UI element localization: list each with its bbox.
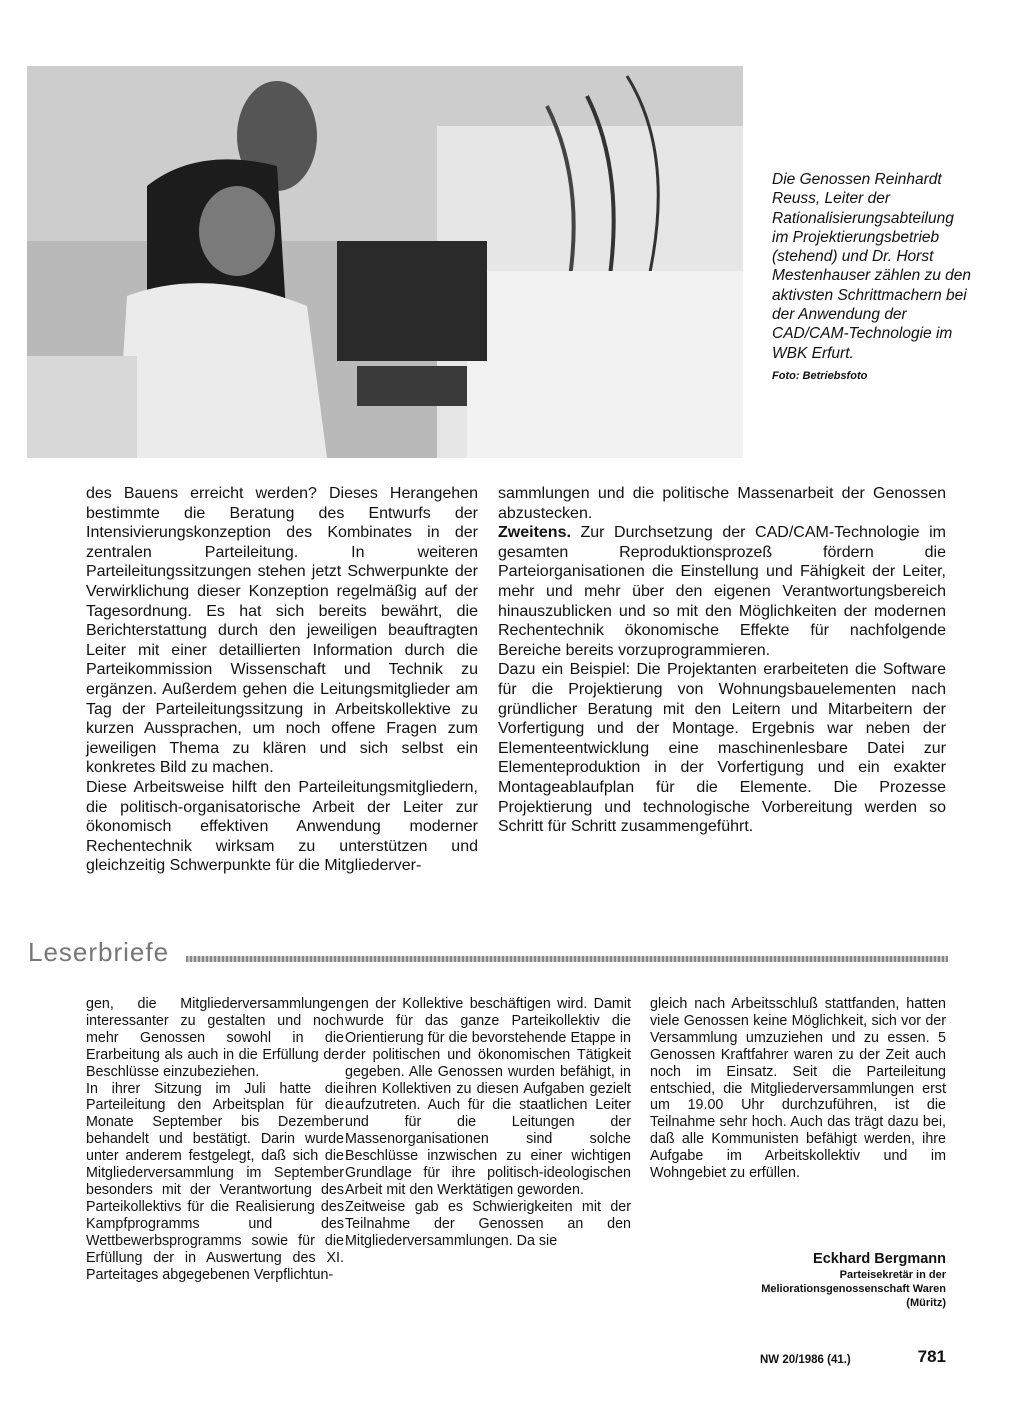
photo-credit: Foto: Betriebsfoto <box>772 369 868 382</box>
section-heading: Leserbriefe <box>28 937 170 967</box>
issue-label: NW 20/1986 (41.) <box>760 1354 851 1366</box>
article-photo <box>27 66 743 458</box>
section-divider <box>186 956 948 962</box>
author-role-line: (Müritz) <box>906 1297 946 1309</box>
author-role-line: Parteisekretär in der <box>839 1269 946 1281</box>
office-scene-illustration <box>27 66 743 458</box>
paragraph <box>498 523 946 660</box>
caption-text: Die Genossen Reinhardt Reuss, Leiter der Rationalisierungsabteilung im Projektierungsbetrieb (stehend) und Dr. Horst Mestenhauser zählen zu den aktivsten Schrittmachern bei der Anwendung der CAD/CAM-Technologie im WBK Erfurt. <box>772 171 972 362</box>
paragraph: Dazu ein Beispiel: Die Projektanten erarbeiteten die Software für die Projektierung von Wohnungsbauelementen nach gründlicher Beratung mit den Leitern und Mitarbeitern der Vorfertigung und der Montage. Ergebnis war neben der Elementeentwicklung eine maschinenlesbare Datei zur Elementeproduktion in der Vorfertigung und ein exakter Montageablaufplan für die Elemente. Die Prozesse Projektierung und technologische Vorbereitung werden so Schritt für Schritt zusammengeführt. <box>498 661 946 836</box>
paragraph: gleich nach Arbeitsschluß stattfanden, hatten viele Genossen keine Möglichkeit, sich vor der Versammlung umzuziehen und zu essen. 5 Genossen Kraftfahrer waren zu der Zeit auch noch im Einsatz. Seit die Parteileitung entschied, die Mitgliederversammlungen erst um 19.00 Uhr durchzuführen, ist die Teilnahme sehr hoch. Auch das trägt dazu bei, daß alle Kommunisten befähigt werden, ihre Aufgabe im Arbeitskollektiv und im Wohngebiet zu erfüllen. <box>650 996 946 1182</box>
lead-word: Zweitens. <box>498 524 571 542</box>
article-column-left <box>86 484 478 876</box>
paragraph: gen, die Mitgliederversammlungen interessanter zu gestalten und noch mehr Genossen sowohl in die Erarbeitung als auch in die Erfüllung der Beschlüsse einzubeziehen. <box>86 996 344 1080</box>
page-number: 781 <box>917 1347 946 1366</box>
author-role-line: Meliorationsgenossenschaft Waren <box>761 1283 946 1295</box>
paragraph: Diese Arbeitsweise hilft den Parteileitungsmitgliedern, die politisch-organisatorische Arbeit der Leiter zur ökonomisch effektiven Anwendung moderner Rechentechnik wirksam zu unterstützen und gleichzeitig Schwerpunkte für die Mitgliederver- <box>86 778 478 875</box>
letters-column-1 <box>86 996 344 1283</box>
author-name: Eckhard Bergmann <box>813 1251 946 1267</box>
paragraph: des Bauens erreicht werden? Dieses Herangehen bestimmte die Beratung des Entwurfs der Intensivierungskonzeption des Kombinates in der zentralen Parteileitung. In weiteren Parteileitungssitzungen stehen jetzt Schwerpunkte der Verwirklichung dieser Konzeption regelmäßig auf der Tagesordnung. Es hat sich bereits bewährt, die Berichterstattung durch den jeweiligen beauftragten Leiter mit einer detaillierten Information durch die Parteikommission Wissenschaft und Technik zu ergänzen. Außerdem gehen die Leitungsmitglieder am Tag der Parteileitungssitzung in Arbeitskollektive zu kurzen Aussprachen, um noch offene Fragen zum jeweiligen Thema zu klären und sich selbst ein konkretes Bild zu machen. <box>86 485 478 777</box>
article-column-right <box>498 484 946 837</box>
paragraph: sammlungen und die politische Massenarbeit der Genossen abzustecken. <box>498 485 946 522</box>
paragraph: Zeitweise gab es Schwierigkeiten mit der Teilnahme der Genossen an den Mitgliederversammlungen. Da sie <box>345 1198 631 1249</box>
letter-signature <box>700 1250 946 1310</box>
photo-caption <box>772 170 972 386</box>
paragraph: In ihrer Sitzung im Juli hatte die Parteileitung den Arbeitsplan für die Monate September bis Dezember behandelt und bestätigt. Darin wurde unter anderem festgelegt, daß sich die Mitgliederversammlung im September besonders mit der Verantwortung des Parteikollektivs für die Realisierung des Kampfprogramms und des Wettbewerbsprogramms sowie für die Erfüllung der in Auswertung des XI. Parteitages abgegebenen Verpflichtun- <box>86 1080 344 1283</box>
paragraph: gen der Kollektive beschäftigen wird. Damit wurde für das ganze Parteikollektiv die Orientierung für die bevorstehende Etappe in der politischen und ökonomischen Tätigkeit gegeben. Alle Genossen wurden befähigt, in ihren Kollektiven zu diesen Aufgaben gezielt aufzutreten. Auch für die staatlichen Leiter und für die Leitungen der Massenorganisationen sind solche Beschlüsse inzwischen zu einer wichtigen Grundlage für ihre politisch-ideologischen Arbeit mit den Werktätigen geworden. <box>345 996 631 1198</box>
letters-column-3 <box>650 996 946 1182</box>
letters-column-2 <box>345 996 631 1250</box>
lead-text: Zur Durchsetzung der CAD/CAM-Technologie im gesamten Reproduktionsprozeß fördern die Parteiorganisationen die Einstellung und Fähigkeit der Leiter, mehr und mehr über den eigenen Verantwortungsbereich hinauszublicken und so mit den Möglichkeiten der modernen Rechentechnik ökonomische Effekte für nachfolgende Bereiche bereits vorzuprogrammieren. <box>498 524 946 659</box>
page-footer <box>760 1347 946 1368</box>
